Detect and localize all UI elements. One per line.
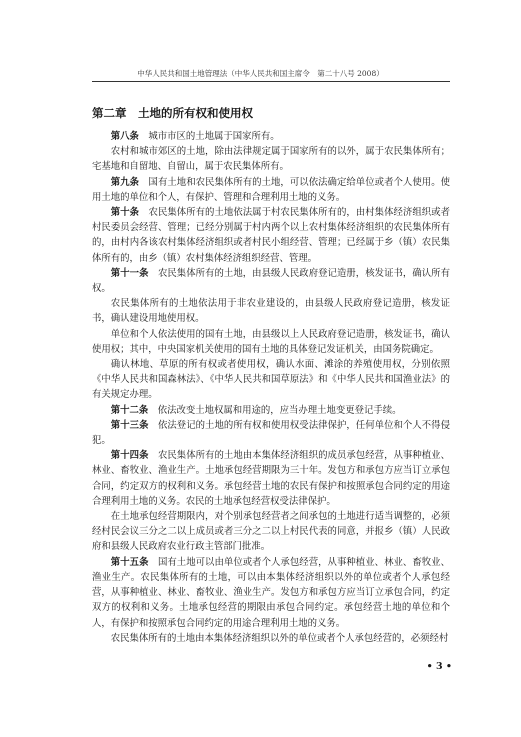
paragraph-text: 农民集体所有的土地由本集体经济组织以外的单位或者个人承包经营的，必须经村 [110,632,449,644]
article-number: 第十二条 [110,404,149,416]
paragraph-text: 国有土地和农民集体所有的土地，可以依法确定给单位或者个人使用。使用土地的单位和个人，有保护、管理和合理利用土地的义务。 [92,176,450,203]
body-text [92,104,450,646]
paragraph-text: 在土地承包经营期限内，对个别承包经营者之间承包的土地进行适当调整的，必须经村民会议三分之二以上成员或者三分之二以上村民代表的同意，并报乡（镇）人民政府和县级人民政府农业行政主管部门批准。 [92,511,450,553]
paragraph-text: 农民集体所有的土地，由县级人民政府登记造册，核发证书，确认所有权。 [92,267,450,295]
article-number: 第十条 [110,207,140,219]
paragraph [92,266,450,296]
article-number: 第十四条 [110,450,149,462]
article-number: 第九条 [110,176,140,188]
running-header: 中华人民共和国土地管理法（中华人民共和国主席令 第二十八号 2008） [137,69,384,78]
paragraph [92,631,450,646]
page-number: • 3 • [426,661,452,672]
article-number: 第十五条 [110,556,149,568]
paragraph [92,175,450,205]
paragraph [92,555,450,631]
paragraph [92,205,450,266]
paragraph [92,418,450,448]
paragraph-text: 农民集体所有的土地依法属于村农民集体所有的，由村集体经济组织或者村民委员会经营、管理；已经分别属于村内两个以上农村集体经济组织的农民集体所有的，由村内各该农村集体经济组织或者村民小组经营、管理；已经属于乡（镇）农民集体所有的，由乡（镇）农村集体经济组织经营、管理。 [92,207,450,264]
paragraph-text: 依法登记的土地的所有权和使用权受法律保护，任何单位和个人不得侵犯。 [92,419,450,447]
paragraph [92,448,450,509]
paragraph-text: 确认林地、草原的所有权或者使用权，确认水面、滩涂的养殖使用权，分别依照《中华人民共和国森林法》、《中华人民共和国草原法》和《中华人民共和国渔业法》的有关规定办理。 [92,359,450,401]
paragraph-text: 国有土地可以由单位或者个人承包经营，从事种植业、林业、畜牧业、渔业生产。农民集体所有的土地，可以由本集体经济组织以外的单位或者个人承包经营，从事种植业、林业、畜牧业、渔业生产。发包方和承包方应当订立承包合同，约定双方的权利和义务。土地承包经营的期限由承包合同约定。承包经营土地的单位和个人，有保护和按照承包合同约定的用途合理利用土地的义务。 [92,556,450,629]
paragraph-text: 依法改变土地权属和用途的，应当办理土地变更登记手续。 [157,404,402,416]
paragraph-text: 农村和城市郊区的土地，除由法律规定属于国家所有的以外，属于农民集体所有；宅基地和自留地、自留山，属于农民集体所有。 [92,146,450,173]
paragraph-list [92,129,450,646]
paragraph-text: 单位和个人依法使用的国有土地，由县级以上人民政府登记造册，核发证书，确认使用权；其中，中央国家机关使用的国有土地的具体登记发证机关，由国务院确定。 [92,328,450,355]
article-number: 第十三条 [110,419,149,431]
paragraph [92,509,450,555]
article-number: 第十一条 [110,267,149,279]
paragraph-text: 城市市区的土地属于国家所有。 [148,131,280,142]
header-rule [92,81,450,82]
paragraph [92,296,450,326]
paragraph [92,129,450,144]
paragraph-text: 农民集体所有的土地由本集体经济组织的成员承包经营，从事种植业、林业、畜牧业、渔业生产。土地承包经营期限为三十年。发包方和承包方应当订立承包合同，约定双方的权利和义务。承包经营土地的农民有保护和按照承包合同约定的用途合理利用土地的义务。农民的土地承包经营权受法律保护。 [92,450,450,507]
chapter-title: 第二章 土地的所有权和使用权 [92,106,253,120]
paragraph [92,357,450,403]
article-number: 第八条 [110,131,139,142]
paragraph-text: 农民集体所有的土地依法用于非农业建设的，由县级人民政府登记造册，核发证书，确认建设用地使用权。 [92,298,450,325]
paragraph [92,403,450,418]
paragraph [92,327,450,357]
paragraph [92,144,450,174]
